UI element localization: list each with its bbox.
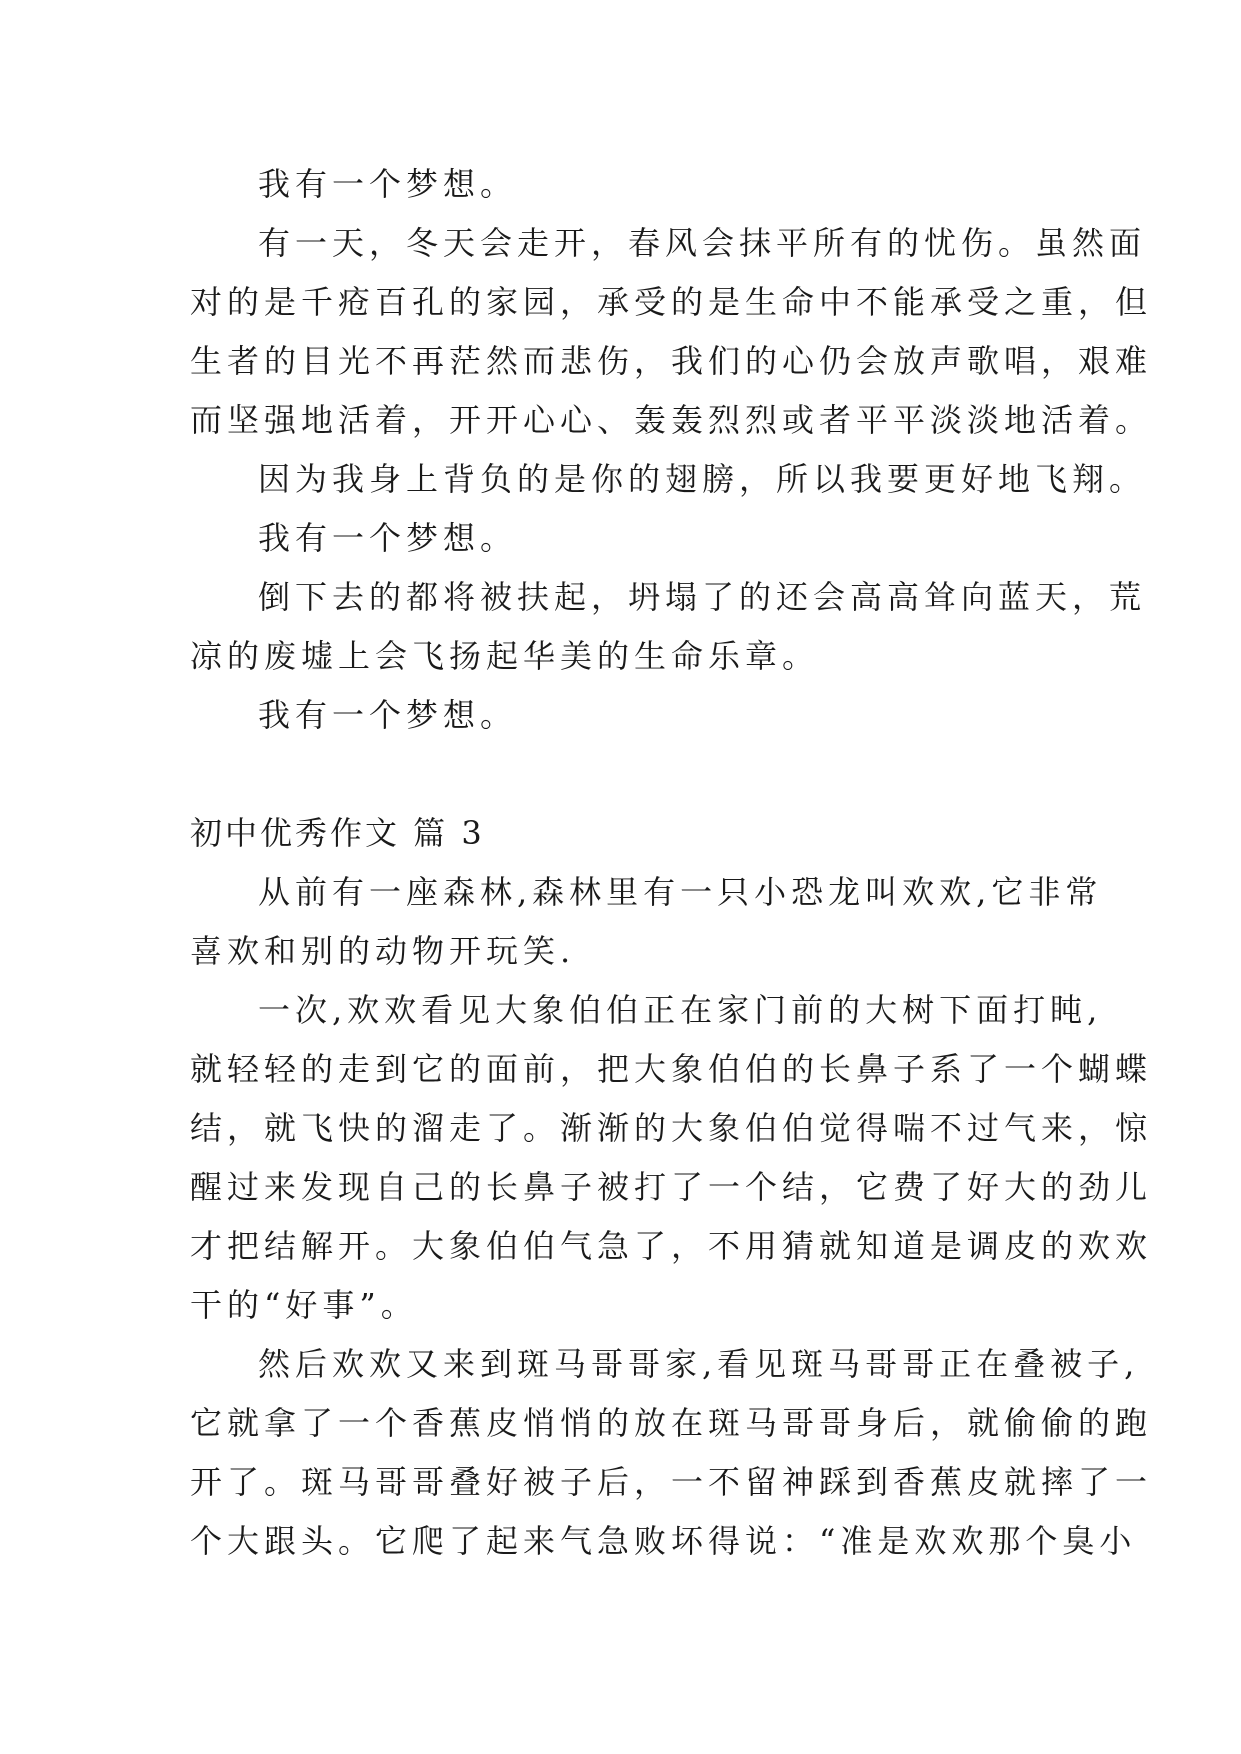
paragraph-line: 而坚强地活着，开开心心、轰轰烈烈或者平平淡淡地活着。 [190,401,1153,439]
paragraph-line: 有一天，冬天会走开，春风会抹平所有的忧伤。虽然面 [258,224,1147,262]
paragraph-line: 凉的废墟上会飞扬起华美的生命乐章。 [190,637,820,675]
paragraph-line: 它就拿了一个香蕉皮悄悄的放在斑马哥哥身后，就偷偷的跑 [190,1404,1153,1442]
paragraph-dream-1: 我有一个梦想。 [258,165,518,203]
paragraph-line: 然后欢欢又来到斑马哥哥家,看见斑马哥哥正在叠被子, [258,1345,1140,1383]
paragraph-line: 个大跟头。它爬了起来气急败坏得说：“准是欢欢那个臭小 [190,1522,1137,1560]
section-heading: 初中优秀作文 篇 3 [190,814,485,852]
paragraph-line: 从前有一座森林,森林里有一只小恐龙叫欢欢,它非常 [258,873,1103,911]
paragraph-line: 干的“好事”。 [190,1286,418,1324]
paragraph-winter [190,214,1153,450]
paragraph-line: 就轻轻的走到它的面前，把大象伯伯的长鼻子系了一个蝴蝶 [190,1050,1153,1088]
paragraph-ruins [190,568,1147,686]
paragraph-line: 倒下去的都将被扶起，坍塌了的还会高高耸向蓝天，荒 [258,578,1147,616]
paragraph-line: 才把结解开。大象伯伯气急了，不用猜就知道是调皮的欢欢 [190,1227,1153,1265]
section-spacer [190,745,1070,804]
paragraph-forest [190,863,1103,981]
paragraph-line: 醒过来发现自己的长鼻子被打了一个结，它费了好大的劲儿 [190,1168,1153,1206]
paragraph-wings: 因为我身上背负的是你的翅膀，所以我要更好地飞翔。 [258,460,1147,498]
paragraph-dream-3: 我有一个梦想。 [258,696,518,734]
document-page [190,155,1153,1571]
paragraph-line: 喜欢和别的动物开玩笑. [190,932,576,970]
paragraph-elephant [190,981,1153,1335]
paragraph-zebra [190,1335,1153,1571]
paragraph-line: 生者的目光不再茫然而悲伤，我们的心仍会放声歌唱，艰难 [190,342,1153,380]
paragraph-dream-2: 我有一个梦想。 [258,519,518,557]
paragraph-line: 对的是千疮百孔的家园，承受的是生命中不能承受之重，但 [190,283,1153,321]
paragraph-line: 结，就飞快的溜走了。渐渐的大象伯伯觉得喘不过气来，惊 [190,1109,1153,1147]
paragraph-line: 开了。斑马哥哥叠好被子后，一不留神踩到香蕉皮就摔了一 [190,1463,1153,1501]
paragraph-line: 一次,欢欢看见大象伯伯正在家门前的大树下面打盹, [258,991,1103,1029]
